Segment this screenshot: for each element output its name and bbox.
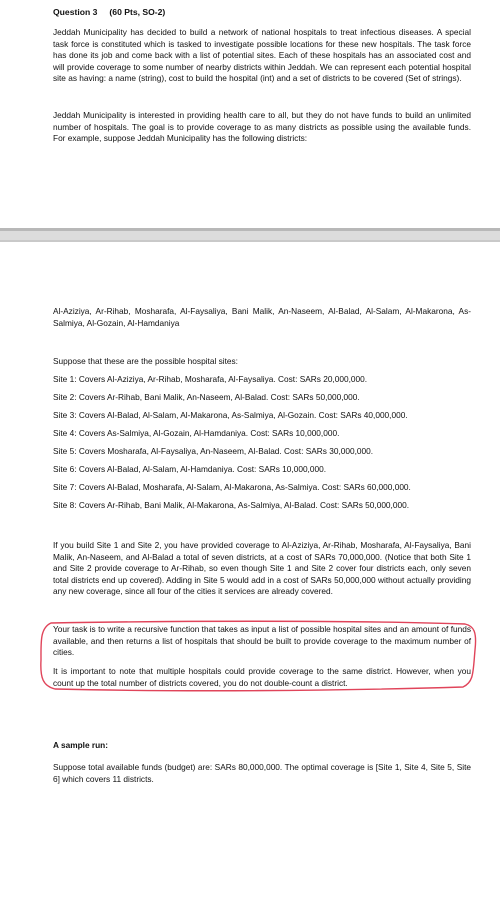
sites-intro: Suppose that these are the possible hospital sites: <box>53 356 238 366</box>
site-item: Site 6: Covers Al-Balad, Al-Salam, Al-Hamdaniya. Cost: SARs 10,000,000. <box>53 464 327 474</box>
hand-drawn-highlight-outline <box>37 620 477 692</box>
question-points: (60 Pts, SO-2) <box>109 7 166 17</box>
page-separator <box>0 228 500 242</box>
question-heading <box>53 7 177 19</box>
document-page-1 <box>0 0 500 228</box>
example-paragraph: If you build Site 1 and Site 2, you have provided coverage to Al-Aziziya, Ar-Rihab, Mosharafa, Al-Faysaliya, Bani Malik, An-Naseem, and Al-Balad a total of seven districts, at a cost of SARs 70,000,000. (Notice that both Site 1 and Site 2 provide coverage to Ar-Rihab, so even though Site 1 and Site 2 cover four districts each, only seven total districts end up covered). Adding in Site 5 would add in a cost of SARs 50,000,000 without actually providing any new coverage, since all four of the cities it services are already covered. <box>53 540 471 597</box>
note-paragraph: It is important to note that multiple hospitals could provide coverage to the same district. However, when you count up the total number of districts covered, you do not double-count a district. <box>53 666 471 688</box>
site-item: Site 2: Covers Ar-Rihab, Bani Malik, An-Naseem, Al-Balad. Cost: SARs 50,000,000. <box>53 392 360 402</box>
districts-list: Al-Aziziya, Ar-Rihab, Mosharafa, Al-Faysaliya, Bani Malik, An-Naseem, Al-Balad, Al-Salam, Al-Makarona, As-Salmiya, Al-Gozain, Al-Hamdaniya <box>53 306 471 328</box>
intro-paragraph-1: Jeddah Municipality has decided to build a network of national hospitals to treat infectious diseases. A special task force is constituted which is tasked to investigate possible locations for these new hospitals. The task force has done its job and come back with a list of potential sites. Each of these hospitals has an associated cost and will provide coverage to some number of nearby districts within Jeddah. We can represent each potential hospital site as having: a name (string), cost to build the hospital (int) and a set of districts to be covered (Set of strings). <box>53 27 471 84</box>
sample-run-text: Suppose total available funds (budget) are: SARs 80,000,000. The optimal coverage is [Site 1, Site 4, Site 5, Site 6] which covers 11 districts. <box>53 762 471 784</box>
task-paragraph: Your task is to write a recursive function that takes as input a list of possible hospital sites and an amount of funds available, and then returns a list of hospitals that should be built to provide coverage to the maximum number of cities. <box>53 624 471 658</box>
site-item: Site 1: Covers Al-Aziziya, Ar-Rihab, Mosharafa, Al-Faysaliya. Cost: SARs 20,000,000. <box>53 374 368 384</box>
site-item: Site 8: Covers Ar-Rihab, Bani Malik, Al-Makarona, As-Salmiya, Al-Balad. Cost: SARs 50,000,000. <box>53 500 410 510</box>
site-item: Site 5: Covers Mosharafa, Al-Faysaliya, An-Naseem, Al-Balad. Cost: SARs 30,000,000. <box>53 446 374 456</box>
site-item: Site 3: Covers Al-Balad, Al-Salam, Al-Makarona, As-Salmiya, Al-Gozain. Cost: SARs 40,000,000. <box>53 410 408 420</box>
site-item: Site 4: Covers As-Salmiya, Al-Gozain, Al-Hamdaniya. Cost: SARs 10,000,000. <box>53 428 340 438</box>
site-item: Site 7: Covers Al-Balad, Mosharafa, Al-Salam, Al-Makarona, As-Salmiya. Cost: SARs 60,000,000. <box>53 482 411 492</box>
sample-run-heading: A sample run: <box>53 740 109 750</box>
intro-paragraph-2: Jeddah Municipality is interested in providing health care to all, but they do not have funds to build an unlimited number of hospitals. The goal is to provide coverage to as many districts as possible using the available funds. For example, suppose Jeddah Municipality has the following districts: <box>53 110 471 144</box>
question-number: Question 3 <box>53 7 98 17</box>
